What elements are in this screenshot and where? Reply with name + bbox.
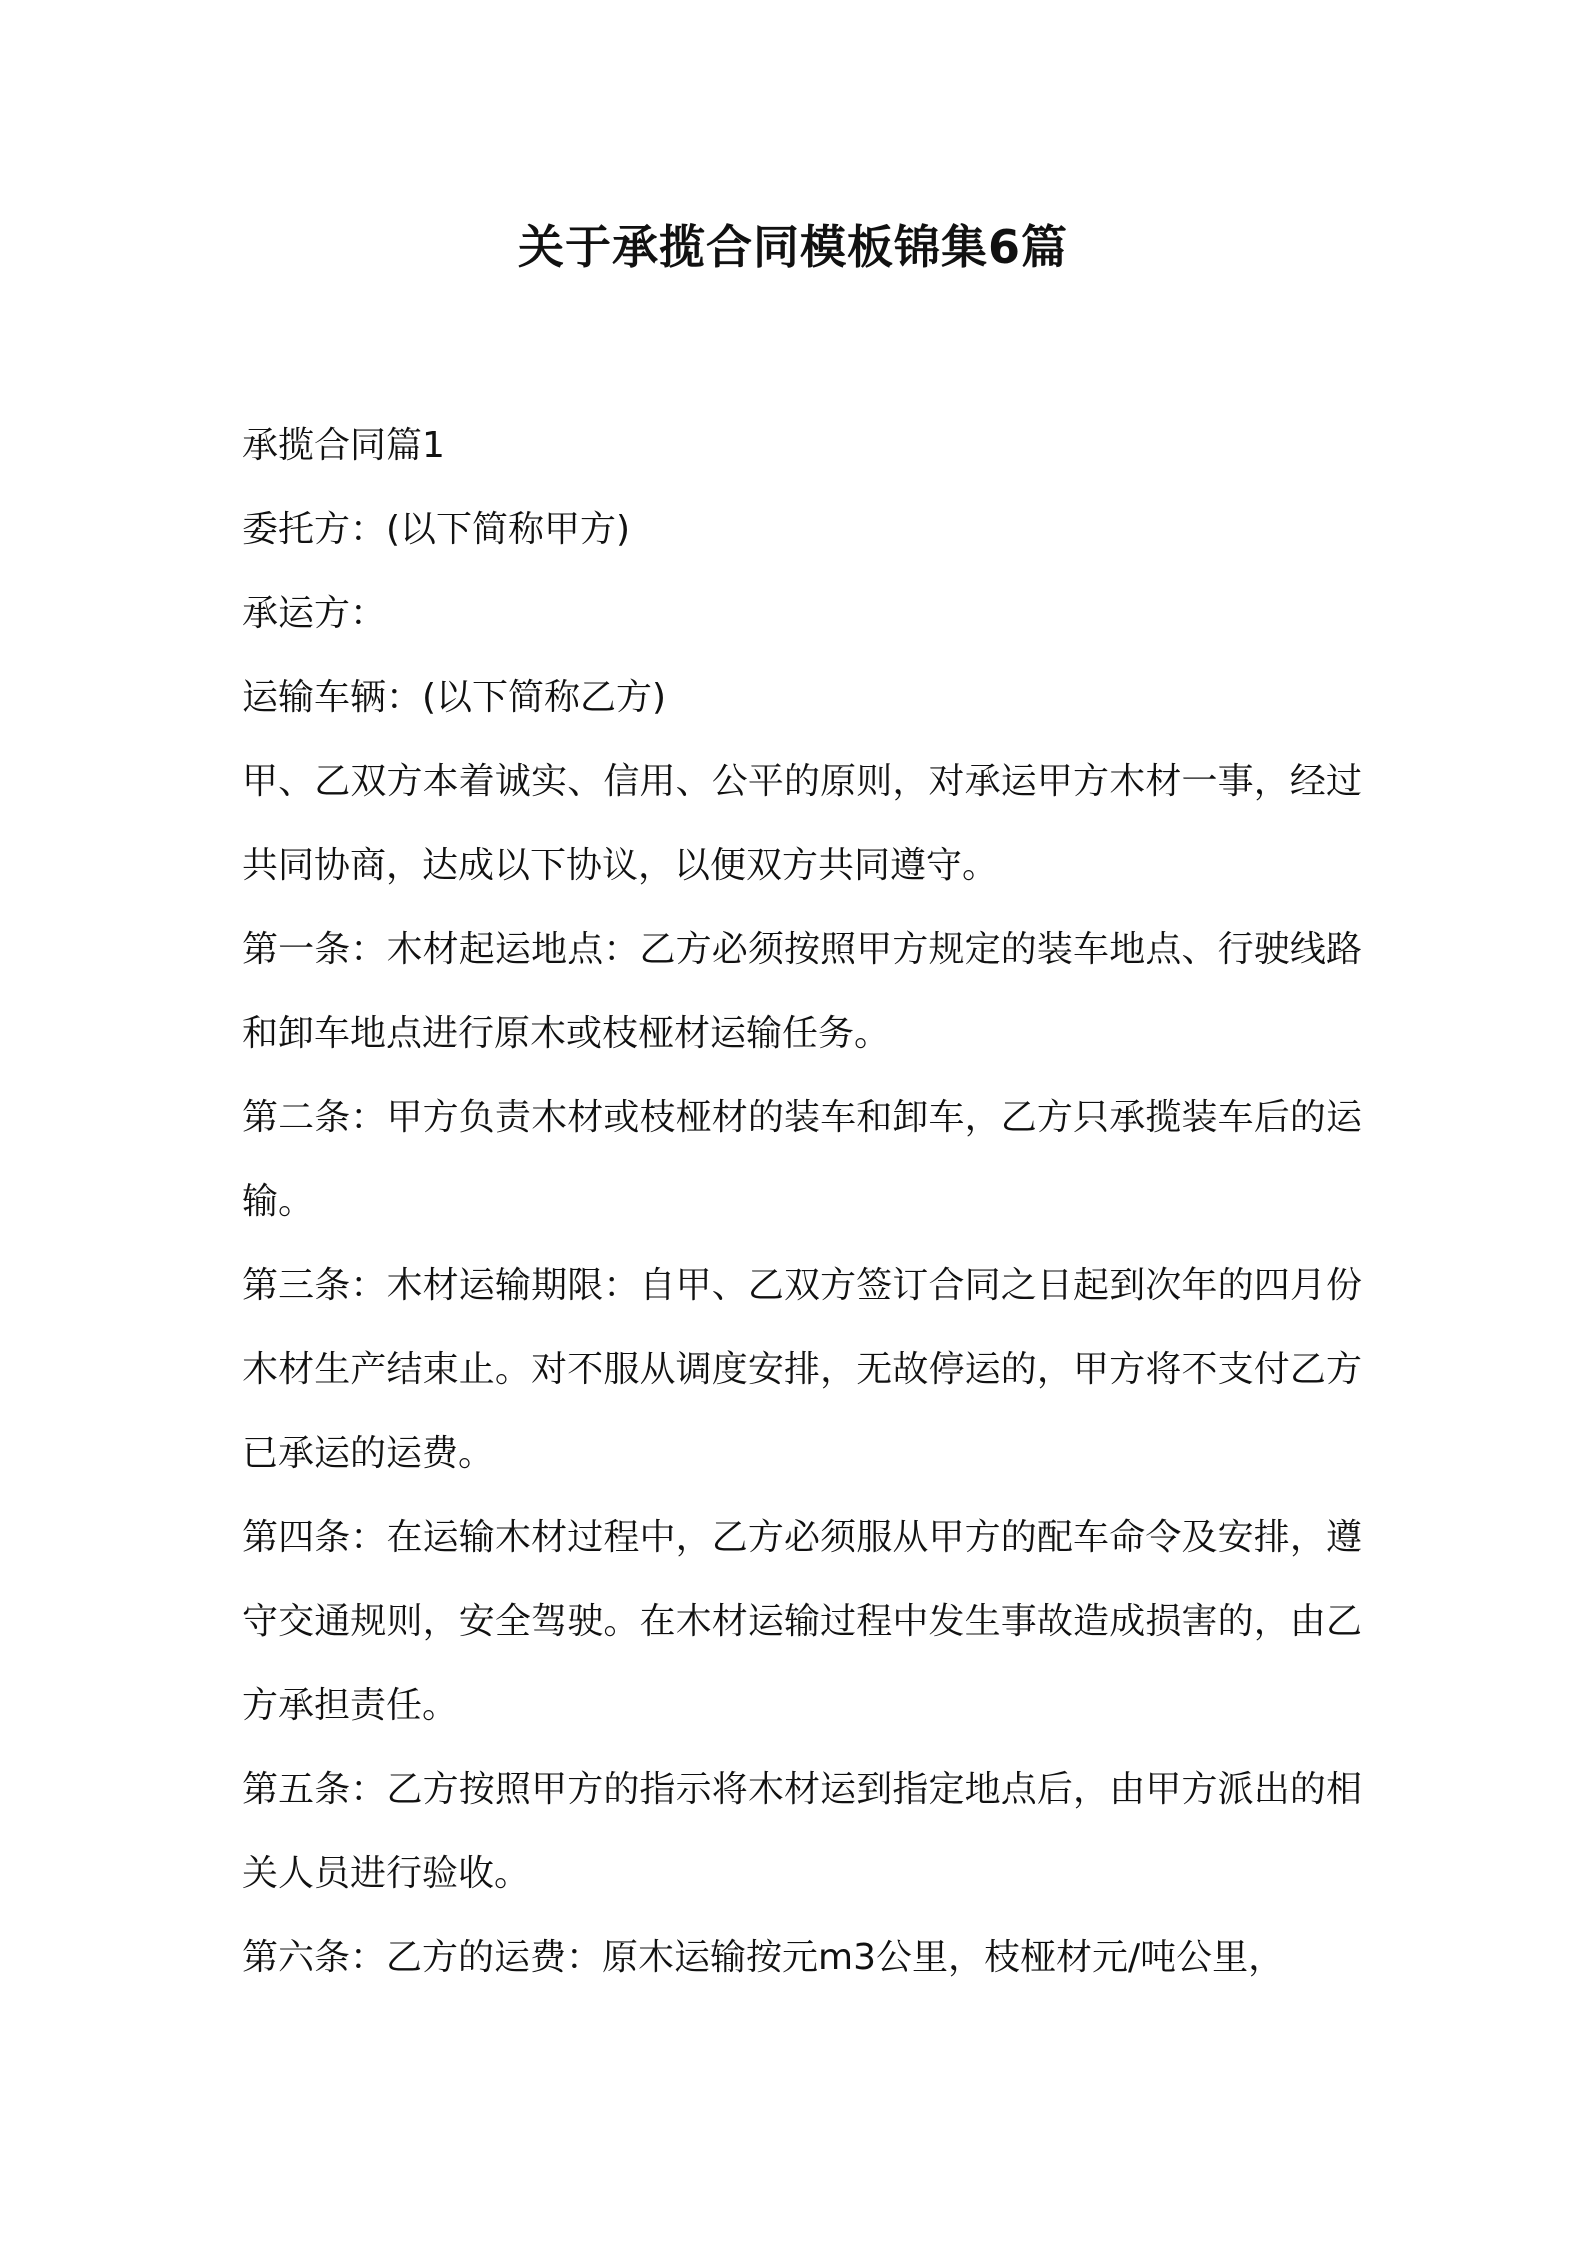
article-4: 第四条：在运输木材过程中，乙方必须服从甲方的配车命令及安排，遵守交通规则，安全驾驶。在木材运输过程中发生事故造成损害的，由乙方承担责任。 xyxy=(242,1517,1362,1726)
document-body xyxy=(242,404,1362,2000)
article-2: 第二条：甲方负责木材或枝桠材的装车和卸车，乙方只承揽装车后的运输。 xyxy=(242,1097,1362,1222)
section-heading: 承揽合同篇1 xyxy=(242,425,445,466)
document-title: 关于承揽合同模板锦集6篇 xyxy=(517,220,1068,274)
party-carrier-line: 承运方： xyxy=(242,593,387,634)
article-1: 第一条：木材起运地点：乙方必须按照甲方规定的装车地点、行驶线路和卸车地点进行原木或枝桠材运输任务。 xyxy=(242,929,1362,1054)
article-5: 第五条：乙方按照甲方的指示将木材运到指定地点后，由甲方派出的相关人员进行验收。 xyxy=(242,1769,1362,1894)
preamble-paragraph: 甲、乙双方本着诚实、信用、公平的原则，对承运甲方木材一事，经过共同协商，达成以下协议，以便双方共同遵守。 xyxy=(242,761,1362,886)
article-3: 第三条：木材运输期限：自甲、乙双方签订合同之日起到次年的四月份木材生产结束止。对不服从调度安排，无故停运的，甲方将不支付乙方已承运的运费。 xyxy=(242,1265,1362,1474)
article-6: 第六条：乙方的运费：原木运输按元m3公里，枝桠材元/吨公里， xyxy=(242,1937,1285,1978)
vehicle-line: 运输车辆：(以下简称乙方) xyxy=(242,677,667,718)
party-client-line: 委托方：(以下简称甲方) xyxy=(242,509,631,550)
